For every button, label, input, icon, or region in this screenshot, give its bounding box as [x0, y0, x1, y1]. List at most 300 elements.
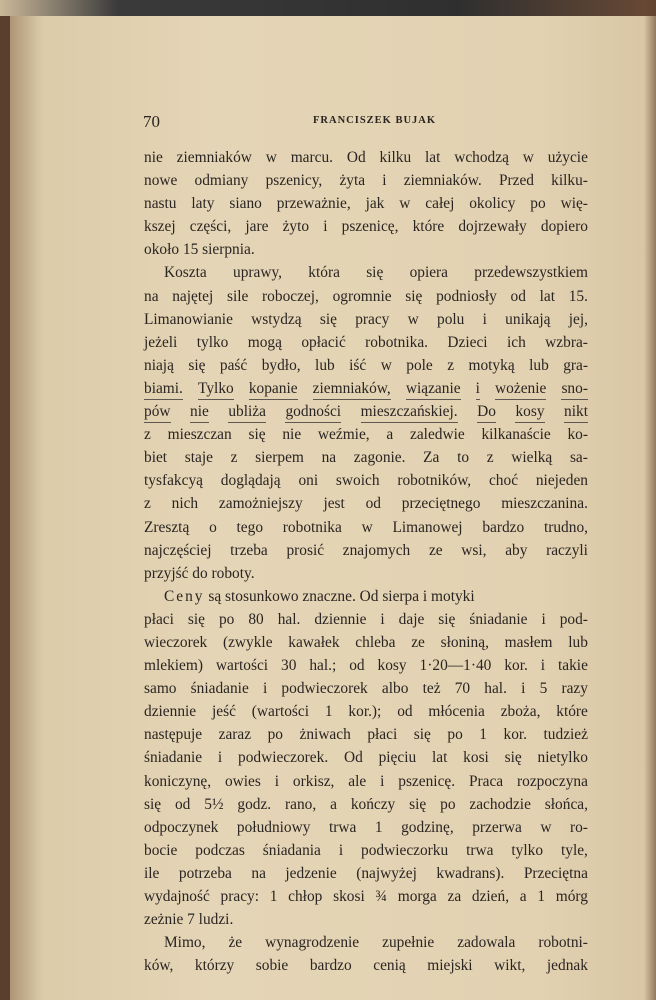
word: masłem	[504, 633, 553, 651]
word: chłop	[288, 888, 323, 905]
word: z	[144, 495, 151, 513]
word: morga	[397, 888, 437, 905]
word: mieszczańskiej.	[361, 400, 458, 423]
word: się	[188, 356, 206, 374]
text-line	[144, 839, 588, 862]
word: w	[380, 356, 392, 374]
word: pracy	[355, 310, 390, 328]
word: to	[457, 449, 470, 467]
page-number: 70	[143, 112, 160, 131]
word: pów	[144, 400, 171, 423]
word: się	[504, 749, 522, 767]
word: opiera	[409, 264, 449, 282]
word: zaledwie	[410, 426, 465, 444]
word: robotników,	[397, 472, 472, 490]
word: po	[267, 726, 283, 744]
word: rano,	[285, 795, 317, 813]
word: zboża,	[500, 703, 541, 721]
word: roboczej,	[262, 287, 319, 305]
word: podwieczorek.	[238, 749, 329, 767]
word: Do	[477, 400, 496, 423]
word: w	[540, 818, 552, 836]
word: się	[405, 287, 423, 305]
word: dziennie	[144, 703, 197, 721]
word: wynagrodzenie	[265, 934, 360, 952]
text-line	[144, 308, 588, 331]
word: weźmie,	[317, 426, 370, 444]
word: 15.	[568, 287, 588, 305]
word: a	[519, 888, 527, 905]
word: dziennie	[314, 610, 367, 628]
word: lat	[424, 149, 441, 166]
word: kor.	[504, 657, 528, 675]
running-head: FRANCISZEK BUJAK	[313, 115, 437, 126]
word: niają	[144, 356, 174, 374]
word: podwieczorek	[281, 680, 368, 698]
word: godzinę,	[401, 818, 454, 836]
word: owies	[224, 772, 261, 790]
text-line	[144, 746, 588, 769]
word: jare	[245, 218, 269, 236]
body-text	[144, 146, 588, 977]
word: i	[323, 218, 328, 236]
word: za	[447, 888, 462, 905]
word: od	[510, 287, 526, 305]
word: jej,	[568, 310, 588, 328]
word: o	[209, 518, 217, 536]
word: i	[541, 610, 546, 628]
word: płaci	[144, 610, 174, 628]
word: kor.);	[348, 703, 382, 721]
word: żniwach	[299, 726, 351, 744]
word: ogromnie	[332, 287, 392, 305]
line-text: około 15 sierpnia.	[144, 241, 255, 259]
word: bardzo	[309, 957, 352, 975]
word: Zresztą	[144, 518, 190, 536]
text-line	[144, 238, 588, 261]
word: sierpem	[255, 449, 304, 467]
word: w	[522, 149, 534, 166]
word: i	[262, 680, 268, 698]
word: hal.	[277, 610, 301, 628]
word: ziemniaków	[176, 149, 252, 166]
word: się	[319, 310, 337, 328]
word: orkisz,	[292, 772, 335, 790]
word: śniadanie	[144, 749, 203, 767]
word: w	[407, 310, 419, 328]
word: 5	[539, 680, 548, 698]
word: hal.	[484, 680, 507, 698]
word: wchodzą	[454, 149, 509, 166]
word: prosić	[286, 541, 325, 559]
word: tylko	[196, 333, 229, 351]
word: słońca,	[544, 795, 588, 813]
word: zupełnie	[382, 934, 435, 952]
word: jeść	[211, 703, 236, 721]
word: następuje	[144, 726, 203, 744]
word: bardzo	[482, 518, 525, 536]
word: podniosły	[436, 287, 497, 305]
word: zadowala	[457, 934, 516, 952]
text-line	[144, 423, 588, 446]
word: Tylko	[198, 377, 234, 400]
word: pszenicę.	[398, 772, 456, 790]
word: kilku-	[551, 172, 588, 190]
word: zamożniejszy	[218, 495, 303, 513]
word: od	[397, 703, 413, 721]
word: i	[338, 841, 344, 859]
text-line	[144, 770, 588, 793]
word: się	[409, 795, 427, 813]
word: okolicy	[469, 195, 516, 213]
word: kilkanaście	[481, 426, 551, 444]
word: 1·20—1·40	[419, 657, 492, 675]
word: Przed	[498, 172, 534, 190]
word: w	[361, 518, 373, 536]
word: chleba	[355, 633, 396, 651]
word: biet	[144, 449, 168, 467]
word: i	[217, 749, 223, 767]
text-line	[144, 169, 588, 192]
word: która	[308, 264, 340, 282]
word: przedewszystkiem	[474, 264, 588, 282]
word: ziemniaków.	[403, 172, 482, 190]
word: pole	[406, 356, 433, 374]
text-line	[144, 354, 588, 377]
word: sile	[226, 287, 249, 305]
word: Limanowianie	[144, 310, 233, 328]
word: dzień,	[471, 888, 510, 905]
word: się	[413, 726, 431, 744]
word: pracy:	[220, 888, 260, 905]
right-page-edge	[644, 0, 656, 1000]
word: gra-	[563, 356, 588, 374]
word: wzbra-	[545, 333, 588, 351]
word: odpoczynek	[144, 818, 219, 836]
word: wstydzą	[251, 310, 302, 328]
word: rozpoczyna	[517, 772, 588, 790]
word: sa-	[569, 449, 588, 467]
word: mogą	[247, 333, 282, 351]
word: jest	[323, 495, 345, 513]
word: swoich	[335, 472, 380, 490]
word: choć	[488, 472, 519, 490]
paragraph-start-line	[144, 261, 588, 284]
word: którzy	[194, 957, 235, 975]
word: kszej	[144, 218, 176, 236]
word: wieczorek	[144, 633, 208, 651]
word: 1	[537, 888, 546, 905]
word: godności	[285, 400, 341, 423]
word: na	[321, 449, 337, 467]
word: jednak	[546, 957, 588, 975]
word: kilku	[379, 149, 412, 166]
word: a	[330, 795, 337, 813]
text-line	[144, 192, 588, 215]
word: że	[228, 934, 243, 952]
word: słoniną,	[440, 633, 489, 651]
word: od	[365, 495, 381, 513]
word: doglądają	[220, 472, 281, 490]
word: nie	[282, 426, 302, 444]
text-line	[144, 331, 588, 354]
word: zachodzie	[469, 795, 531, 813]
word: nowe	[144, 172, 178, 190]
word: 30	[281, 657, 297, 675]
word: nikt	[564, 400, 588, 423]
word: motyką	[468, 356, 515, 374]
word: mieszczanina.	[501, 495, 588, 513]
word: tego	[236, 518, 264, 536]
word: wożenie	[495, 377, 546, 400]
word: tudzież	[543, 726, 588, 744]
word: 5½	[204, 795, 224, 813]
word: ko-	[567, 426, 588, 444]
word: po	[440, 795, 456, 813]
word: się	[187, 610, 205, 628]
word: po	[218, 610, 235, 628]
word: 80	[248, 610, 264, 628]
word: z	[144, 426, 151, 444]
text-line	[144, 816, 588, 839]
text-line	[144, 608, 588, 631]
word: wię-	[560, 195, 588, 213]
word: tylko	[511, 841, 544, 859]
word: mieszczan	[167, 426, 232, 444]
word: nietylko	[537, 749, 588, 767]
word: opłacić	[301, 333, 346, 351]
word: tyle,	[560, 841, 588, 859]
word: płaci	[367, 726, 398, 744]
word: całej	[425, 195, 455, 213]
word: odmiany	[194, 172, 249, 190]
word: przeciętnego	[401, 495, 481, 513]
text-line	[144, 562, 588, 585]
word: i	[521, 680, 526, 698]
word: i	[380, 610, 385, 628]
word: (wartości	[251, 703, 310, 721]
word: 70	[454, 680, 471, 698]
word: pszenicy,	[265, 172, 323, 190]
word: iść	[349, 356, 367, 374]
word: ale	[348, 772, 367, 790]
word: bydło,	[261, 356, 301, 374]
word: 1	[324, 703, 333, 721]
text-line	[144, 954, 588, 977]
word: ro-	[569, 818, 588, 836]
word: które	[556, 703, 588, 721]
paragraph-start-line	[144, 585, 588, 608]
word: ich	[506, 333, 526, 351]
word: 1	[479, 726, 487, 744]
word: Od	[346, 149, 366, 166]
word: ziemniaków,	[313, 377, 391, 400]
word: Od	[343, 749, 363, 767]
word: takie	[557, 657, 588, 675]
word: śniadanie	[190, 680, 249, 698]
word: od	[174, 795, 191, 813]
word: w	[265, 149, 277, 166]
word: mórg	[555, 888, 588, 905]
paragraph-start-line	[144, 931, 588, 954]
word: i	[540, 657, 546, 675]
word: dojrzewały	[458, 218, 527, 236]
word: niejeden	[535, 472, 588, 490]
word: części,	[189, 218, 232, 236]
word: kor.	[503, 726, 528, 744]
word: zagonie.	[353, 449, 406, 467]
word: marcu.	[290, 149, 333, 166]
word: lub	[315, 356, 335, 374]
word: tysfakcyą	[144, 472, 203, 490]
word: ubliża	[228, 400, 266, 423]
word: nie	[144, 149, 163, 166]
word: po	[530, 195, 546, 213]
text-line	[144, 285, 588, 308]
word: się	[438, 610, 456, 628]
line-text: są stosunkowo znaczne. Od sierpa i motyki	[208, 587, 475, 605]
line-text: zeżnie 7 ludzi.	[144, 911, 234, 929]
word: dopiero	[540, 218, 588, 236]
word: miejski	[427, 957, 473, 975]
word: się	[144, 795, 162, 813]
word: bocie	[144, 841, 178, 859]
word: pięciu	[378, 749, 417, 767]
word: i	[380, 772, 385, 790]
word: trwa	[328, 818, 357, 836]
word: Dzieci	[447, 333, 488, 351]
word: kwadrans).	[436, 864, 505, 882]
word: ¾	[375, 888, 387, 905]
word: z	[230, 449, 238, 467]
word: biami.	[144, 377, 183, 400]
word: znajomych	[342, 541, 411, 559]
word: południowy	[236, 818, 311, 836]
text-line	[144, 654, 588, 677]
word: 1	[374, 818, 383, 836]
word: potrzeba	[178, 864, 232, 882]
word: nich	[171, 495, 199, 513]
text-line	[144, 446, 588, 469]
word: kosy	[377, 657, 407, 675]
word: paść	[219, 356, 248, 374]
word: wartości	[215, 657, 269, 675]
word: podwieczorku	[361, 841, 449, 859]
text-line	[144, 539, 588, 562]
word: przeważnie,	[276, 195, 351, 213]
word: Mimo,	[164, 934, 206, 952]
word: zaraz	[218, 726, 252, 744]
word: unikają	[505, 310, 551, 328]
word: jeżeli	[144, 333, 178, 351]
word: użycie	[547, 149, 588, 166]
word: staje	[184, 449, 213, 467]
word: w	[399, 195, 411, 213]
word: wikt,	[494, 957, 526, 975]
word: żyta	[339, 172, 366, 190]
word: kopanie	[249, 377, 298, 400]
word: ile	[144, 864, 160, 882]
word: lub	[529, 356, 549, 374]
word: oni	[298, 472, 319, 490]
word: robotni-	[538, 934, 588, 952]
word: i	[382, 172, 387, 190]
word: a	[386, 426, 394, 444]
word: też	[422, 680, 441, 698]
word: razy	[561, 680, 588, 698]
word: hal.;	[309, 657, 337, 675]
word: i	[274, 772, 280, 790]
word: śniadanie	[469, 610, 528, 628]
word: siano	[229, 195, 262, 213]
word: sobie	[255, 957, 289, 975]
word: wydajność	[144, 888, 210, 905]
word: z	[447, 356, 455, 374]
word: które	[412, 218, 445, 236]
word: jak	[365, 195, 385, 213]
word: młócenia	[428, 703, 485, 721]
word: aby	[505, 541, 528, 559]
word: koniczynę,	[144, 772, 212, 790]
word: pszenicę,	[341, 218, 399, 236]
word: (najwyżej	[356, 864, 417, 882]
word: żyto	[282, 218, 310, 236]
text-line	[144, 146, 588, 169]
word: się	[366, 264, 384, 282]
word: uprawy,	[233, 264, 283, 282]
top-page-edge	[0, 0, 656, 16]
word: Limanowej	[392, 518, 463, 536]
word: Przeciętna	[523, 864, 588, 882]
word: nie	[190, 400, 209, 423]
word: samo	[144, 680, 177, 698]
text-line	[144, 723, 588, 746]
word: trudno,	[543, 518, 588, 536]
word: lat	[539, 287, 555, 305]
word: kończy	[350, 795, 396, 813]
word: najczęściej	[144, 541, 212, 559]
text-line	[144, 215, 588, 238]
text-line	[144, 862, 588, 885]
word: na	[251, 864, 266, 882]
text-line	[144, 516, 588, 539]
word: najętej	[172, 287, 214, 305]
word: i	[476, 377, 480, 400]
word: 1	[269, 888, 278, 905]
word: się	[248, 426, 266, 444]
word: daje	[398, 610, 425, 628]
word: raczyli	[546, 541, 588, 559]
text-line	[144, 700, 588, 723]
word: cenią	[373, 957, 406, 975]
text-line	[144, 377, 588, 400]
word: Za	[423, 449, 440, 467]
word: nastu	[144, 195, 177, 213]
spaced-lead-word: Ceny	[164, 587, 205, 605]
word: mlekiem)	[144, 657, 203, 675]
text-line	[144, 885, 588, 908]
word: ze	[411, 633, 425, 651]
text-line	[144, 631, 588, 654]
word: jedzenie	[285, 864, 337, 882]
word: albo	[381, 680, 409, 698]
word: skosi	[333, 888, 365, 905]
word: ków,	[144, 957, 174, 975]
word: robotnika	[282, 518, 342, 536]
text-line	[144, 492, 588, 515]
word: Praca	[468, 772, 504, 790]
text-line	[144, 793, 588, 816]
